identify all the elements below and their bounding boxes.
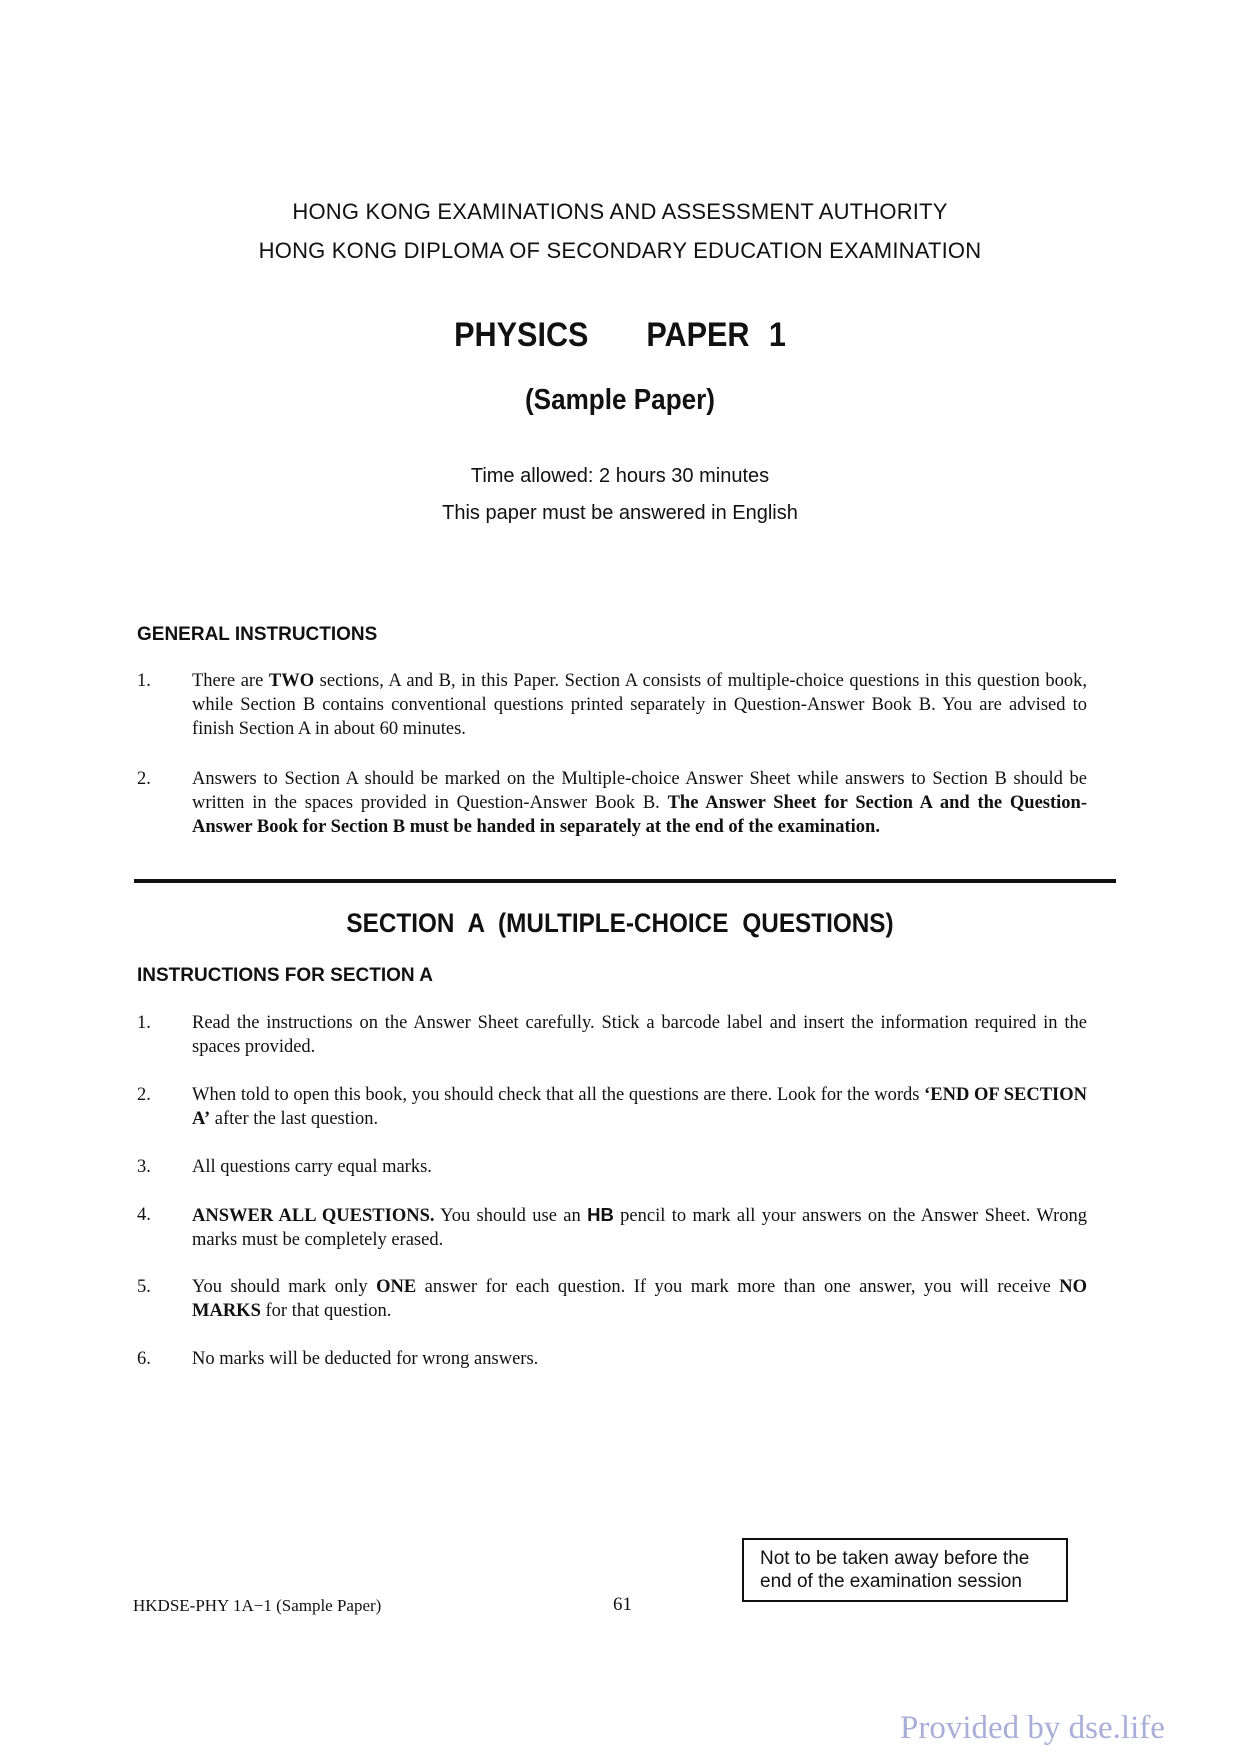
item-number: 2. (137, 769, 151, 789)
notice-line: Not to be taken away before the (760, 1548, 1030, 1569)
paper-title: PHYSICS PAPER 1 (454, 316, 786, 354)
text-run: for that question. (260, 1301, 392, 1321)
item-text (192, 669, 1087, 741)
examination-name: HONG KONG DIPLOMA OF SECONDARY EDUCATION EXAMINATION (258, 238, 982, 263)
item-text (192, 1275, 1087, 1323)
paper-subtitle: (Sample Paper) (524, 384, 716, 416)
text-run: There are (192, 671, 269, 691)
text-run: When told to open this book, you should check that all the questions are there. Look for the words (192, 1085, 925, 1105)
watermark-text: Provided by dse.life (900, 1710, 1165, 1746)
item-text (192, 767, 1087, 839)
text-run: Answers to Section A should be marked on the Multiple-choice Answer Sheet while answers to Section B should be written in the spaces provided in Question-Answer Book B. (192, 769, 1087, 813)
bold-text-run: ONE (376, 1277, 417, 1297)
bold-text-run: TWO (268, 671, 315, 691)
section-a-title: SECTION A (MULTIPLE-CHOICE QUESTIONS) (346, 908, 894, 938)
notice-box (742, 1538, 1068, 1602)
item-number: 4. (137, 1205, 151, 1225)
text-run: pencil to mark all your answers on the Answer Sheet. Wrong marks must be completely erased. (192, 1206, 1087, 1250)
item-number: 3. (137, 1157, 151, 1177)
general-instruction-item (137, 669, 1087, 741)
text-run: You should mark only (192, 1277, 377, 1297)
text-run: sections, A and B, in this Paper. Section A consists of multiple-choice questions in this question book, while Section B contains conventional questions printed separately in Question-Answer Book B. You are advised to finish Section A in about 60 minutes. (192, 671, 1088, 739)
paper-code: HKDSE-PHY 1A−1 (Sample Paper) (133, 1596, 382, 1615)
item-number: 2. (137, 1085, 151, 1105)
general-instruction-item (137, 767, 1087, 839)
item-text (192, 1083, 1087, 1131)
general-instructions-heading: GENERAL INSTRUCTIONS (137, 624, 378, 645)
section-a-instruction-item (137, 1347, 1087, 1371)
item-text (192, 1155, 1087, 1179)
section-a-instruction-item (137, 1155, 1087, 1179)
text-run: All questions carry equal marks. (192, 1157, 432, 1177)
text-run: No marks will be deducted for wrong answers. (192, 1349, 539, 1369)
section-a-instructions-heading: INSTRUCTIONS FOR SECTION A (137, 965, 433, 986)
text-run: You should use an (434, 1206, 588, 1226)
bold-text-run: NO MARKS (192, 1277, 1087, 1321)
item-number: 5. (137, 1277, 151, 1297)
text-run: Read the instructions on the Answer Sheet carefully. Stick a barcode label and insert the information required in the spaces provided. (192, 1013, 1087, 1057)
text-run: answer for each question. If you mark more than one answer, you will receive (416, 1277, 1060, 1297)
bold-text-run: ANSWER ALL QUESTIONS. (192, 1206, 435, 1226)
item-text (192, 1347, 1087, 1371)
section-a-instruction-item (137, 1083, 1087, 1131)
time-allowed: Time allowed: 2 hours 30 minutes (470, 465, 770, 487)
item-number: 6. (137, 1349, 151, 1369)
section-a-instruction-item (137, 1203, 1087, 1252)
section-a-instruction-item (137, 1275, 1087, 1323)
authority-name: HONG KONG EXAMINATIONS AND ASSESSMENT AUTHORITY (292, 199, 948, 224)
section-a-instruction-item (137, 1011, 1087, 1059)
page-number: 61 (613, 1594, 632, 1615)
item-text (192, 1011, 1087, 1059)
bold-text-run: The Answer Sheet for Section A and the Question-Answer Book for Section B must be handed in separately at the end of the examination. (192, 793, 1088, 837)
bold-text-run: HB (587, 1204, 614, 1225)
language-note: This paper must be answered in English (442, 502, 798, 524)
bold-text-run: ‘END OF SECTION A’ (192, 1085, 1087, 1129)
notice-line: end of the examination session (760, 1571, 1022, 1592)
item-text (192, 1203, 1087, 1252)
section-divider (134, 879, 1116, 883)
item-number: 1. (137, 671, 151, 691)
item-number: 1. (137, 1013, 151, 1033)
text-run: after the last question. (210, 1109, 379, 1129)
